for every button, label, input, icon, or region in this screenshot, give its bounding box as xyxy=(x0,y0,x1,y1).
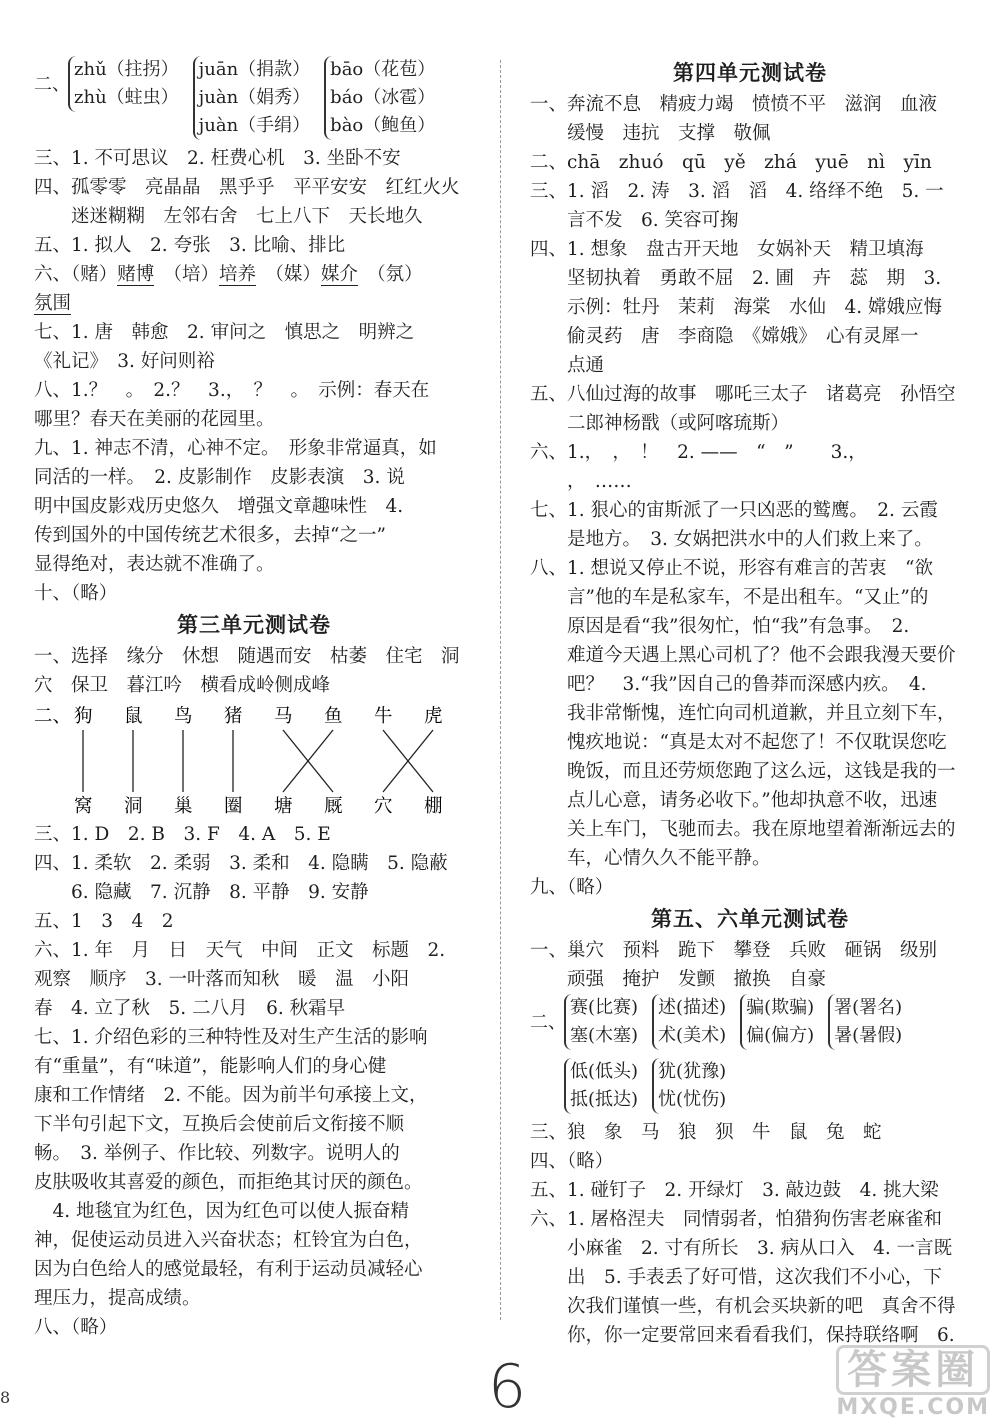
left-q2-matching xyxy=(34,700,474,820)
left-column xyxy=(34,56,474,1342)
answer-line: 下半句引起下文，互换后会使前后文衔接不顺 xyxy=(34,1114,405,1135)
answer-line: 晚饭，而且还劳烦您跑了这么远，这钱是我的一 xyxy=(530,761,956,782)
left-q6-mid: （培） xyxy=(154,264,220,285)
left-answers-block-c xyxy=(34,642,474,700)
left-q6-word: 氛围 xyxy=(34,293,72,314)
left-q2-label: 二、 xyxy=(34,74,70,95)
answer-line: 原因是看“我”很匆忙，怕“我”有急事。 2. xyxy=(530,616,910,637)
left-q6-mid: （媒） xyxy=(256,264,321,285)
answer-line: 小麻雀 2. 寸有所长 3. 病从口入 4. 一言既 xyxy=(530,1238,953,1259)
answer-line: 三、1. 滔 2. 涛 3. 滔 滔 4. 络绎不绝 5. 一 xyxy=(530,181,944,202)
right-answers-block-a xyxy=(530,90,970,902)
left-answers-block-b xyxy=(34,318,474,608)
match-top-item: 猪 xyxy=(224,706,243,727)
left-q2-g2-item: juàn（手绢） xyxy=(198,115,311,136)
left-q6-prefix: 六、（赌） xyxy=(34,264,118,285)
answer-line: 有“重量”，有“味道”，能影响人们的身心健 xyxy=(34,1056,387,1077)
answer-line: 显得绝对，表达就不准确了。 xyxy=(34,554,275,575)
answer-line: 点通 xyxy=(530,355,605,376)
answer-line: 四、孤零零 亮晶晶 黑乎乎 平平安安 红红火火 xyxy=(34,177,460,198)
match-bottom-item: 塘 xyxy=(274,796,293,817)
right-q2-item: 塞(木塞) xyxy=(570,1025,639,1046)
answer-line: 九、（略） xyxy=(530,877,614,898)
left-q6-line xyxy=(34,260,474,289)
answer-line: 言”他的车是私家车，不是出租车。“又止”的 xyxy=(530,587,929,608)
answer-line: 二郎神杨戬（或阿喀琉斯） xyxy=(530,413,790,434)
answer-line: 吧？ 3.“我”因自己的鲁莽而深感内疚。 4. xyxy=(530,674,927,695)
answer-line: 八、1.？ 。 2.？ 3.， ？ 。 示例：春天在 xyxy=(34,380,430,401)
answer-line: 言不发 6. 笑容可掬 xyxy=(530,210,739,231)
match-top-item: 狗 xyxy=(74,706,93,727)
answer-line: 示例：牡丹 茉莉 海棠 水仙 4. 嫦娥应悔 xyxy=(530,297,943,318)
watermark-small: MXQE.COM xyxy=(836,1395,990,1420)
answer-line: 一、奔流不息 精疲力竭 愤愤不平 滋润 血液 xyxy=(530,94,938,115)
right-q2-item: 暑(暑假) xyxy=(834,1025,903,1046)
answer-line: 一、选择 缘分 休想 随遇而安 枯萎 住宅 洞 xyxy=(34,646,460,667)
right-q2-item: 术(美术) xyxy=(658,1025,727,1046)
match-top-item: 鱼 xyxy=(324,706,343,727)
answer-line: 二、chā zhuó qū yě zhá yuē nì yīn xyxy=(530,152,932,173)
answer-line: 顽强 掩护 发颤 撤换 自豪 xyxy=(530,969,827,990)
answer-line: 理压力，提高成绩。 xyxy=(34,1288,201,1309)
left-q2-g1-item: zhǔ（拄拐） xyxy=(74,59,179,80)
answer-line: 我非常惭愧，连忙向司机道歉，并且立刻下车， xyxy=(530,703,956,724)
match-bottom-item: 圈 xyxy=(224,796,243,817)
answer-line: 穴 保卫 暮江吟 横看成岭侧成峰 xyxy=(34,675,331,696)
right-q2-group xyxy=(564,994,638,1050)
answer-line: 八、（略） xyxy=(34,1317,118,1338)
match-top-item: 虎 xyxy=(424,706,443,727)
answer-line: 传到国外的中国传统艺术很多，去掉“之一” xyxy=(34,525,386,546)
answer-line: 五、1. 拟人 2. 夸张 3. 比喻、排比 xyxy=(34,235,346,256)
answer-line: 《礼记》 3. 好问则裕 xyxy=(34,351,215,372)
unit4-heading: 第四单元测试卷 xyxy=(673,61,827,85)
match-bottom-item: 窝 xyxy=(74,796,93,817)
answer-line: 哪里？春天在美丽的花园里。 xyxy=(34,409,275,430)
answer-line: 6. 隐藏 7. 沉静 8. 平静 9. 安静 xyxy=(34,882,369,903)
answer-line: 四、1. 柔软 2. 柔弱 3. 柔和 4. 隐瞒 5. 隐蔽 xyxy=(34,853,448,874)
match-top-item: 鼠 xyxy=(124,706,143,727)
answer-line: 十、（略） xyxy=(34,583,118,604)
answer-line: 七、1. 介绍色彩的三种特性及对生产生活的影响 xyxy=(34,1027,428,1048)
right-q2-group xyxy=(740,994,814,1050)
match-top-item: 鸟 xyxy=(174,706,193,727)
answer-line: 次我们谨慎一些，有机会买块新的吧 真舍不得 xyxy=(530,1296,956,1317)
answer-line: 三、1. 不可思议 2. 枉费心机 3. 坐卧不安 xyxy=(34,148,401,169)
answer-line: 坚韧执着 勇敢不屈 2. 圃 卉 蕊 期 3. xyxy=(530,268,942,289)
answer-line: 点儿心意，请务必收下。”他却执意不收，迅速 xyxy=(530,790,938,811)
match-bottom-item: 厩 xyxy=(324,796,343,817)
watermark-logo xyxy=(836,1345,990,1420)
answer-line: 五、1. 碰钉子 2. 开绿灯 3. 敲边鼓 4. 挑大梁 xyxy=(530,1180,939,1201)
answer-line: 七、1. 唐 韩愈 2. 审问之 慎思之 明辨之 xyxy=(34,322,415,343)
left-q6-line-2 xyxy=(34,289,474,318)
right-answers-block-b xyxy=(530,936,970,994)
answer-line: 迷迷糊糊 左邻右舍 七上八下 天长地久 xyxy=(34,206,423,227)
right-q2-item: 赛(比赛) xyxy=(570,997,639,1018)
answer-line: 四、（略） xyxy=(530,1151,614,1172)
unit56-heading: 第五、六单元测试卷 xyxy=(651,907,849,931)
page-number: 6 xyxy=(488,1352,527,1422)
match-bottom-item: 棚 xyxy=(424,796,443,817)
right-q2-brace-block-2 xyxy=(530,1058,970,1114)
answer-line: 4. 地毯宜为红色，因为红色可以使人振奋精 xyxy=(34,1201,410,1222)
answer-line: 五、八仙过海的故事 哪吒三太子 诸葛亮 孙悟空 xyxy=(530,384,956,405)
answer-line: 关上车门，飞驰而去。我在原地望着渐渐远去的 xyxy=(530,819,956,840)
answer-line: 观察 顺序 3. 一叶落而知秋 暖 温 小阳 xyxy=(34,969,410,990)
edge-page-mark: 8 xyxy=(0,1388,11,1407)
answer-line: 难道今天遇上黑心司机了？他不会跟我漫天要价 xyxy=(530,645,956,666)
left-q6-word: 媒介 xyxy=(320,264,358,285)
left-q2-g1-item: zhù（蛀虫） xyxy=(74,87,179,108)
left-q2-pinyin-block xyxy=(34,56,474,140)
answer-line: 康和工作情绪 2. 不能。因为前半句承接上文， xyxy=(34,1085,428,1106)
answer-line: 是地方。 3. 女娲把洪水中的人们救上来了。 xyxy=(530,529,933,550)
answer-line: 缓慢 违抗 支撑 敬佩 xyxy=(530,123,771,144)
left-q6-word: 赌博 xyxy=(117,264,155,285)
column-divider xyxy=(500,60,502,1320)
right-q2-group xyxy=(652,994,726,1050)
right-answers-block-c xyxy=(530,1118,970,1350)
answer-line: 四、1. 想象 盘古开天地 女娲补天 精卫填海 xyxy=(530,239,924,260)
left-answers-block-d xyxy=(34,820,474,1342)
answer-line: 春 4. 立了秋 5. 二八月 6. 秋霜早 xyxy=(34,998,346,1019)
answer-line: 六、1.， ， ！ 2. —— “ ” 3.， xyxy=(530,442,867,463)
right-q2-item: 抵(抵达) xyxy=(570,1089,639,1110)
left-q2-group-2 xyxy=(193,56,311,140)
left-q2-group-3 xyxy=(324,56,435,140)
answer-line: 神，促使运动员进入兴奋状态；杠铃宜为白色， xyxy=(34,1230,423,1251)
left-q2-g3-item: bāo（花苞） xyxy=(330,59,436,80)
answer-line: 九、1. 神志不清，心神不定。 形象非常逼真，如 xyxy=(34,438,437,459)
answer-line: 同活的一样。 2. 皮影制作 皮影表演 3. 说 xyxy=(34,467,405,488)
unit3-heading: 第三单元测试卷 xyxy=(177,613,331,637)
answer-line: 皮肤吸收其喜爱的颜色，而拒绝其讨厌的颜色。 xyxy=(34,1172,423,1193)
left-q2-g3-item: bào（鲍鱼） xyxy=(330,115,436,136)
matching-diagram xyxy=(34,700,474,820)
left-q2-g2-item: juàn（娟秀） xyxy=(198,87,311,108)
match-bottom-item: 洞 xyxy=(124,796,143,817)
right-column xyxy=(530,56,970,1350)
left-q6-mid: （氛） xyxy=(357,264,423,285)
answer-line: 七、1. 狠心的宙斯派了一只凶恶的鹫鹰。 2. 云霞 xyxy=(530,500,938,521)
answer-line: 六、1. 屠格涅夫 同情弱者，怕猎狗伤害老麻雀和 xyxy=(530,1209,943,1230)
right-q2-brace-block xyxy=(530,994,970,1052)
answer-line: 车，心情久久不能平静。 xyxy=(530,848,771,869)
right-q2-group xyxy=(828,994,902,1050)
left-q6-word: 培养 xyxy=(219,264,257,285)
answer-line: 三、狼 象 马 狼 狈 牛 鼠 兔 蛇 xyxy=(530,1122,882,1143)
right-q2-item: 述(描述) xyxy=(658,997,727,1018)
left-q2-group-1 xyxy=(68,56,179,112)
answer-line: 三、1. D 2. B 3. F 4. A 5. E xyxy=(34,824,331,845)
answer-line: 八、1. 想说又停止不说，形容有难言的苦衷 “欲 xyxy=(530,558,933,579)
match-bottom-item: 巢 xyxy=(174,796,193,817)
right-q2-item: 低(低头) xyxy=(570,1061,639,1082)
answer-line: 六、1. 年 月 日 天气 中间 正文 标题 2. xyxy=(34,940,446,961)
match-bottom-item: 穴 xyxy=(374,796,393,817)
right-q2-group xyxy=(564,1058,638,1114)
match-label: 二、 xyxy=(34,706,72,727)
answer-line: 明中国皮影戏历史悠久 增强文章趣味性 4. xyxy=(34,496,404,517)
answer-line: 出 5. 手表丢了好可惜，这次我们不小心，下 xyxy=(530,1267,943,1288)
right-q2-item: 署(署名) xyxy=(834,997,903,1018)
answer-line: 畅。 3. 举例子、作比较、列数字。说明人的 xyxy=(34,1143,400,1164)
left-q2-g2-item: juān（捐款） xyxy=(198,59,311,80)
left-q2-g3-item: báo（冰雹） xyxy=(330,87,436,108)
right-q2-label: 二、 xyxy=(530,1012,566,1033)
right-q2-item: 犹(犹豫) xyxy=(658,1061,727,1082)
right-q2-item: 骗(欺骗) xyxy=(746,997,815,1018)
answer-line: 愧疚地说：“真是太对不起您了！不仅耽误您吃 xyxy=(530,732,947,753)
answer-line: 因为白色给人的感觉最轻，有利于运动员减轻心 xyxy=(34,1259,423,1280)
match-top-item: 马 xyxy=(274,706,293,727)
answer-line: 五、1 3 4 2 xyxy=(34,911,174,932)
right-q2-item: 偏(偏方) xyxy=(746,1025,815,1046)
answer-line: 一、巢穴 预料 跪下 攀登 兵败 砸锅 级别 xyxy=(530,940,938,961)
answer-line: ， …… xyxy=(530,471,632,492)
answer-line: 你，你一定要常回来看看我们，保持联络啊 6. xyxy=(530,1325,955,1346)
match-top-item: 牛 xyxy=(374,706,393,727)
left-answers-block-a xyxy=(34,144,474,260)
watermark-big: 答案圈 xyxy=(836,1345,990,1395)
answer-line: 偷灵药 唐 李商隐 《嫦娥》 心有灵犀一 xyxy=(530,326,919,347)
right-q2-group xyxy=(652,1058,726,1114)
right-q2-item: 忧(忧伤) xyxy=(658,1089,727,1110)
